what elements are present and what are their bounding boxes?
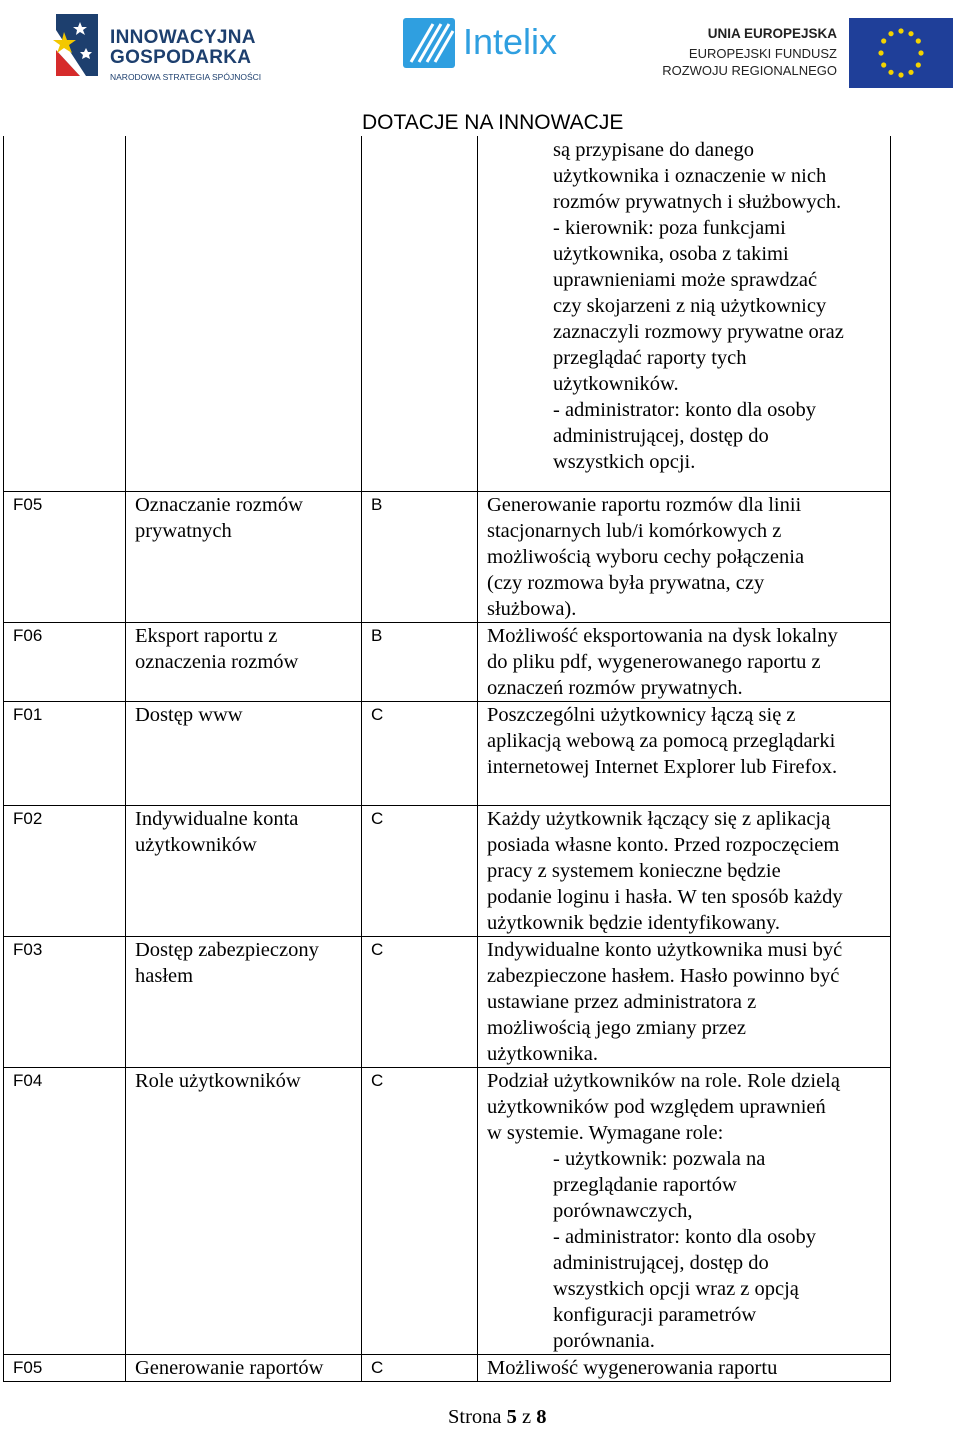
req-name-line: Oznaczanie rozmów (135, 493, 303, 516)
continuation-line: użytkownika, osoba z takimi (553, 243, 789, 265)
logo-line-2: GOSPODARKA (110, 47, 252, 68)
req-name (126, 1354, 362, 1381)
req-desc-line: do pliku pdf, wygenerowanego raportu z (487, 650, 821, 673)
req-name-line: Generowanie raportów (135, 1356, 324, 1379)
table-row (4, 1354, 891, 1381)
req-desc-line: Możliwość eksportowania na dysk lokalny (487, 624, 838, 647)
req-id-cell (4, 136, 126, 491)
table-row (4, 622, 891, 701)
footer-page-total: 8 (536, 1406, 547, 1428)
page-header (0, 0, 960, 110)
continuation-line: wszystkich opcji. (553, 451, 696, 473)
req-desc-line: użytkownika. (487, 1042, 599, 1065)
eu-fund-logo (660, 16, 955, 90)
req-desc-subline: przeglądanie raportów (553, 1173, 737, 1196)
req-id: F04 (4, 1067, 126, 1354)
req-priority: C (362, 936, 478, 1067)
footer-prefix: Strona (448, 1406, 507, 1428)
continuation-line: uprawnieniami może sprawdzać (553, 269, 818, 291)
continuation-line: zaznaczyli rozmowy prywatne oraz (553, 321, 844, 343)
req-desc-line: pracy z systemem konieczne będzie (487, 859, 781, 882)
footer-page-number: 5 (506, 1406, 517, 1428)
req-name (126, 622, 362, 701)
req-priority: C (362, 1067, 478, 1354)
flag-stars-icon (50, 10, 102, 80)
req-name (126, 701, 362, 805)
intelix-mark-icon (403, 18, 455, 68)
eu-line-1: UNIA EUROPEJSKA (707, 26, 837, 41)
req-name (126, 805, 362, 936)
continuation-line: administrującej, dostęp do (553, 425, 769, 447)
req-desc-subline: porównania. (553, 1329, 655, 1352)
logo-line-3: NARODOWA STRATEGIA SPÓJNOŚCI (110, 72, 262, 82)
req-desc-line: podanie loginu i hasła. W ten sposób każdy (487, 885, 843, 908)
req-id: F05 (4, 491, 126, 622)
req-priority: B (362, 491, 478, 622)
req-desc-subline: administrującej, dostęp do (553, 1251, 769, 1274)
req-desc-line: Generowanie raportu rozmów dla linii (487, 493, 802, 516)
req-description (478, 936, 891, 1067)
req-desc-line: aplikacją webową za pomocą przeglądarki (487, 729, 836, 752)
req-name-line: hasłem (135, 964, 194, 987)
req-description-cell (478, 136, 891, 491)
req-description (478, 491, 891, 622)
req-desc-line: zabezpieczone hasłem. Hasło powinno być (487, 964, 840, 987)
req-name-line: oznaczenia rozmów (135, 650, 299, 673)
table-row (4, 936, 891, 1067)
intelix-wordmark: Intelix (463, 21, 558, 62)
logo-line-1: INNOWACYJNA (110, 27, 256, 48)
req-id: F05 (4, 1354, 126, 1381)
req-description (478, 805, 891, 936)
req-desc-line: możliwością jego zmiany przez (487, 1016, 746, 1039)
continuation-line: użytkownika i oznaczenie w nich (553, 165, 827, 187)
req-id: F03 (4, 936, 126, 1067)
req-id: F06 (4, 622, 126, 701)
req-name-line: Role użytkowników (135, 1069, 301, 1092)
continuation-line: rozmów prywatnych i służbowych. (553, 191, 842, 213)
req-desc-line: użytkownik będzie identyfikowany. (487, 911, 780, 934)
req-name-line: Indywidualne konta (135, 807, 299, 830)
req-desc-subline: - użytkownik: pozwala na (553, 1147, 766, 1170)
req-desc-line: Możliwość wygenerowania raportu (487, 1356, 778, 1379)
req-name-cell (126, 136, 362, 491)
req-desc-subline: porównawczych, (553, 1199, 693, 1222)
req-id: F01 (4, 701, 126, 805)
req-name (126, 936, 362, 1067)
req-desc-line: ustawiane przez administratora z (487, 990, 757, 1013)
continuation-line: użytkowników. (553, 373, 679, 395)
table-row-continuation (4, 136, 891, 491)
page-footer (448, 1404, 547, 1430)
req-name-line: Eksport raportu z (135, 624, 278, 647)
eu-line-2: EUROPEJSKI FUNDUSZ (688, 46, 837, 61)
table-row (4, 491, 891, 622)
req-name (126, 1067, 362, 1354)
continuation-line: są przypisane do danego (553, 139, 754, 161)
req-desc-line: oznaczeń rozmów prywatnych. (487, 676, 743, 699)
req-name-line: Dostęp www (135, 703, 243, 726)
req-desc-line: użytkowników pod względem uprawnień (487, 1095, 826, 1118)
req-priority: C (362, 1354, 478, 1381)
req-priority: C (362, 805, 478, 936)
req-desc-line: Podział użytkowników na role. Role dzielą (487, 1069, 840, 1092)
req-name (126, 491, 362, 622)
table-row (4, 701, 891, 805)
req-name-line: użytkowników (135, 833, 257, 856)
req-desc-subline: konfiguracji parametrów (553, 1303, 757, 1326)
continuation-line: - kierownik: poza funkcjami (553, 217, 786, 239)
req-desc-subline: wszystkich opcji wraz z opcją (553, 1277, 799, 1300)
req-desc-line: (czy rozmowa była prywatna, czy (487, 571, 765, 594)
req-priority: C (362, 701, 478, 805)
req-desc-line: możliwością wyboru cechy połączenia (487, 545, 805, 568)
req-priority-cell (362, 136, 478, 491)
req-id: F02 (4, 805, 126, 936)
intelix-logo (403, 16, 563, 72)
table-row (4, 805, 891, 936)
continuation-line: - administrator: konto dla osoby (553, 399, 817, 421)
req-description (478, 622, 891, 701)
req-name-line: Dostęp zabezpieczony (135, 938, 319, 961)
eu-flag-icon (849, 18, 953, 88)
req-desc-line: służbowa). (487, 597, 577, 620)
req-desc-line: w systemie. Wymagane role: (487, 1121, 724, 1144)
continuation-line: przeglądać raporty tych (553, 347, 747, 369)
req-description (478, 1354, 891, 1381)
req-description (478, 701, 891, 805)
req-desc-line: Poszczególni użytkownicy łączą się z (487, 703, 796, 726)
req-desc-line: internetowej Internet Explorer lub Firefox. (487, 755, 838, 778)
document-title: DOTACJE NA INNOWACJE (362, 111, 624, 134)
req-priority: B (362, 622, 478, 701)
req-desc-line: stacjonarnych lub/i komórkowych z (487, 519, 782, 542)
req-desc-line: posiada własne konto. Przed rozpoczęciem (487, 833, 840, 856)
innowacyjna-gospodarka-logo (50, 10, 280, 86)
req-desc-line: Indywidualne konto użytkownika musi być (487, 938, 843, 961)
continuation-line: czy skojarzeni z nią użytkownicy (553, 295, 827, 317)
req-desc-line: Każdy użytkownik łączący się z aplikacją (487, 807, 831, 830)
table-row (4, 1067, 891, 1354)
footer-middle: z (516, 1406, 537, 1428)
continuation-text (478, 137, 890, 475)
req-desc-subline: - administrator: konto dla osoby (553, 1225, 817, 1248)
eu-line-3: ROZWOJU REGIONALNEGO (662, 63, 837, 78)
req-description (478, 1067, 891, 1354)
requirements-table (3, 136, 891, 1382)
req-name-line: prywatnych (135, 519, 232, 542)
